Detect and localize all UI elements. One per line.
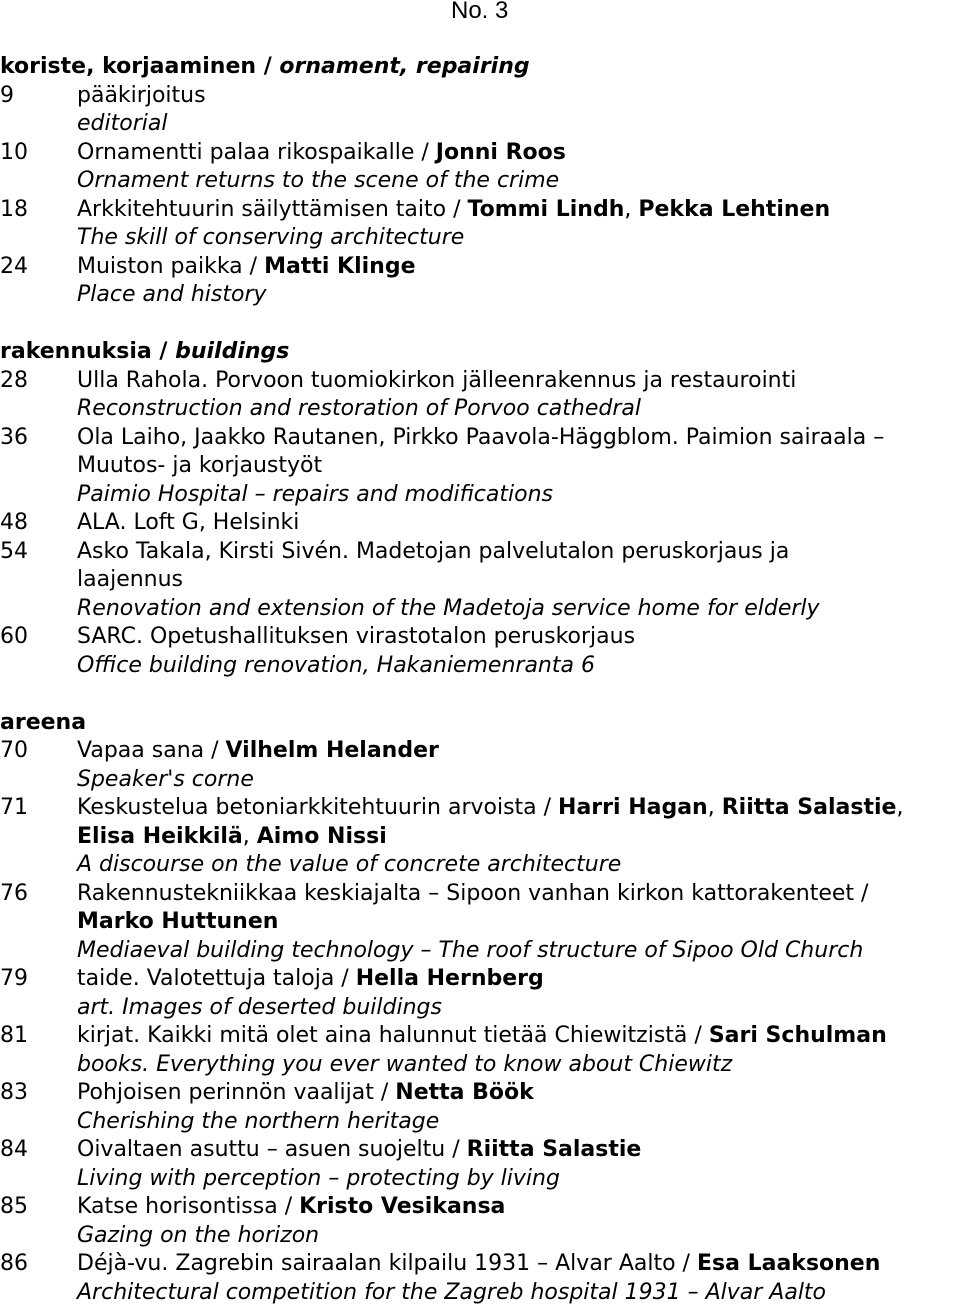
toc-entry-continuation [0,595,960,624]
toc-entry [0,367,960,396]
entry-title [77,794,903,823]
toc-entry [0,424,960,453]
toc-entry-continuation [0,224,960,253]
english-translation: Architectural competition for the Zagreb hospital 1931 – Alvar Aalto [77,1280,826,1305]
page-number: 70 [0,737,28,766]
toc-entry [0,1079,960,1108]
entry-title [77,110,167,139]
entry-text: Asko Takala, Kirsti Sivén. Madetojan palvelutalon peruskorjaus ja [77,539,789,564]
entry-title [77,623,635,652]
entry-text: Déjà-vu. Zagrebin sairaalan kilpailu 1931 – Alvar Aalto / [77,1251,697,1276]
entry-title [77,851,621,880]
bold-text: Tommi Lindh [468,197,625,222]
toc-entry-continuation [0,766,960,795]
toc-entry-continuation [0,1051,960,1080]
entry-text: Oivaltaen asuttu – asuen suojeltu / [77,1137,467,1162]
entry-title [77,82,206,111]
entry-text: taide. Valotettuja taloja / [77,966,356,991]
bold-text: Marko Huttunen [77,909,278,934]
entry-text: Ornamentti palaa rikospaikalle / [77,140,436,165]
bold-text: Netta Böök [395,1080,534,1105]
entry-text: , [243,824,257,849]
toc-entry [0,538,960,567]
entry-title [77,424,884,453]
toc-entry [0,196,960,225]
toc-entry-continuation [0,994,960,1023]
toc-entry-continuation [0,1222,960,1251]
page-number: 60 [0,623,28,652]
toc-entry-continuation [0,1108,960,1137]
page-number: 24 [0,253,28,282]
entry-title [77,509,299,538]
page-number: 84 [0,1136,28,1165]
toc-entry-continuation [0,481,960,510]
toc-entry [0,794,960,823]
entry-text: Rakennustekniikkaa keskiajalta – Sipoon vanhan kirkon kattorakenteet / [77,881,868,906]
bold-text: Hella Hernberg [356,966,544,991]
entry-title [77,395,641,424]
entry-title [77,737,439,766]
english-translation: Place and history [77,282,267,307]
toc-entry [0,1250,960,1279]
entry-title [77,766,254,795]
toc-entry [0,1136,960,1165]
bold-text: rakennuksia / [0,339,175,364]
english-translation: Gazing on the horizon [77,1223,319,1248]
entry-title [77,452,322,481]
page-number: 79 [0,965,28,994]
english-translation: Office building renovation, Hakaniemenranta 6 [77,653,595,678]
english-translation: Living with perception – protecting by living [77,1166,560,1191]
entry-title [77,1136,641,1165]
entry-text: pääkirjoitus [77,83,206,108]
toc-entry-continuation [0,823,960,852]
entry-text: ALA. Loft G, Helsinki [77,510,299,535]
entry-title [77,1079,534,1108]
entry-title [77,994,442,1023]
page-number: 48 [0,509,28,538]
entry-text: Katse horisontissa / [77,1194,299,1219]
toc-entry-continuation [0,937,960,966]
bold-text: buildings [175,339,289,364]
toc-entry [0,623,960,652]
english-translation: A discourse on the value of concrete architecture [77,852,621,877]
toc-entry [0,1193,960,1222]
toc-entry-continuation [0,1165,960,1194]
entry-title [77,965,544,994]
english-translation: Renovation and extension of the Madetoja service home for elderly [77,596,820,621]
section-heading [0,53,960,82]
page-number: 83 [0,1079,28,1108]
section-gap [0,310,960,339]
english-translation: Ornament returns to the scene of the crime [77,168,559,193]
entry-text: kirjat. Kaikki mitä olet aina halunnut tietää Chiewitzistä / [77,1023,709,1048]
entry-title [77,908,278,937]
entry-text: , [708,795,722,820]
toc-entry [0,82,960,111]
section-heading [0,338,960,367]
section-gap [0,680,960,709]
english-translation: books. Everything you ever wanted to know about Chiewitz [77,1052,732,1077]
page-number: 28 [0,367,28,396]
toc-entry [0,1022,960,1051]
english-translation: art. Images of deserted buildings [77,995,442,1020]
entry-text: Ola Laiho, Jaakko Rautanen, Pirkko Paavola-Häggblom. Paimion sairaala – [77,425,884,450]
toc-entry-continuation [0,908,960,937]
entry-text: SARC. Opetushallituksen virastotalon peruskorjaus [77,624,635,649]
english-translation: editorial [77,111,167,136]
entry-title [77,652,595,681]
entry-title [77,139,566,168]
bold-text: Pekka Lehtinen [638,197,830,222]
page-number: 10 [0,139,28,168]
toc-entry-continuation [0,652,960,681]
entry-title [77,481,553,510]
bold-text: Riitta Salastie [722,795,897,820]
entry-title [77,167,559,196]
english-translation: The skill of conserving architecture [77,225,464,250]
page-number: 18 [0,196,28,225]
bold-text: Vilhelm Helander [226,738,439,763]
table-of-contents [0,53,960,1307]
issue-number: No. 3 [451,0,508,25]
entry-title [77,1022,887,1051]
entry-title [77,595,820,624]
english-translation: Cherishing the northern heritage [77,1109,439,1134]
page-number: 86 [0,1250,28,1279]
entry-text: Muiston paikka / [77,254,264,279]
bold-text: Sari Schulman [709,1023,887,1048]
page-number: 76 [0,880,28,909]
english-translation: Reconstruction and restoration of Porvoo cathedral [77,396,641,421]
toc-entry-continuation [0,452,960,481]
bold-text: Aimo Nissi [257,824,387,849]
entry-title [77,1051,732,1080]
bold-text: Esa Laaksonen [697,1251,880,1276]
entry-text: Pohjoisen perinnön vaalijat / [77,1080,395,1105]
toc-entry-continuation [0,167,960,196]
entry-title [77,880,868,909]
entry-text: , [624,197,638,222]
entry-title [77,224,464,253]
bold-text: Jonni Roos [436,140,566,165]
toc-entry [0,139,960,168]
bold-text: Riitta Salastie [467,1137,642,1162]
toc-entry [0,965,960,994]
toc-entry [0,509,960,538]
page-number: 85 [0,1193,28,1222]
entry-title [77,823,387,852]
section-heading [0,709,960,738]
bold-text: Matti Klinge [264,254,415,279]
entry-title [77,1193,505,1222]
page-number: 81 [0,1022,28,1051]
bold-text: koriste, korjaaminen / [0,54,279,79]
english-translation: Mediaeval building technology – The roof structure of Sipoo Old Church [77,938,863,963]
entry-title [77,196,830,225]
entry-title [77,1108,439,1137]
toc-entry [0,880,960,909]
toc-entry-continuation [0,395,960,424]
bold-text: ornament, repairing [279,54,529,79]
page-number: 36 [0,424,28,453]
toc-entry-continuation [0,281,960,310]
entry-title [77,937,863,966]
entry-text: Arkkitehtuurin säilyttämisen taito / [77,197,468,222]
entry-title [77,1165,560,1194]
entry-text: Muutos- ja korjaustyöt [77,453,322,478]
entry-title [77,566,183,595]
toc-entry [0,253,960,282]
bold-text: Harri Hagan [558,795,708,820]
entry-text: Vapaa sana / [77,738,226,763]
toc-entry [0,737,960,766]
page-number: 9 [0,82,14,111]
entry-text: laajennus [77,567,183,592]
toc-entry-continuation [0,851,960,880]
english-translation: Speaker's corne [77,767,254,792]
entry-text: , [896,795,903,820]
entry-title [77,1222,319,1251]
entry-title [77,538,789,567]
bold-text: Kristo Vesikansa [299,1194,505,1219]
bold-text: Elisa Heikkilä [77,824,243,849]
english-translation: Paimio Hospital – repairs and modifications [77,482,553,507]
entry-text: Keskustelua betoniarkkitehtuurin arvoista / [77,795,558,820]
entry-title [77,367,796,396]
entry-title [77,281,267,310]
bold-text: areena [0,710,86,735]
entry-text: Ulla Rahola. Porvoon tuomiokirkon jälleenrakennus ja restaurointi [77,368,796,393]
toc-entry-continuation [0,566,960,595]
page-number: 71 [0,794,28,823]
page-number: 54 [0,538,28,567]
toc-entry-continuation [0,110,960,139]
entry-title [77,253,416,282]
entry-title [77,1250,880,1279]
